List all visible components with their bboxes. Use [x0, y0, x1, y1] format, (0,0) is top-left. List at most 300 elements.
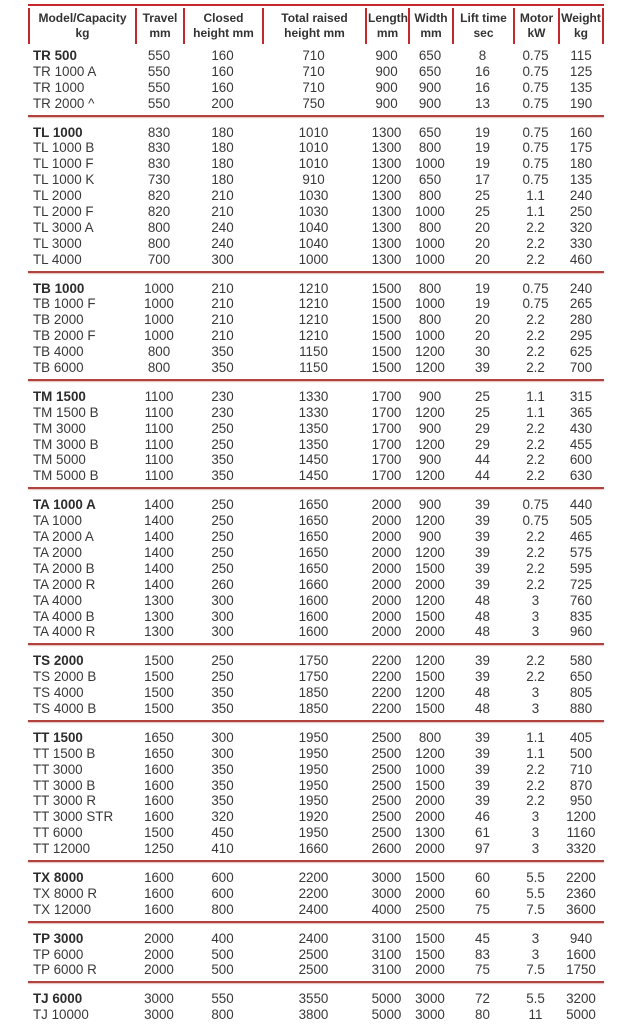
value-closed-height: 350: [211, 360, 234, 376]
table-row: [28, 685, 604, 701]
value-length: 2000: [371, 608, 402, 624]
value-weight: 595: [569, 560, 593, 576]
table-row: [28, 220, 604, 236]
model-name: TP 3000: [33, 930, 84, 946]
table-row: [28, 421, 604, 437]
value-length: 1500: [371, 360, 402, 376]
model-name: TJ 6000: [33, 991, 83, 1007]
value-total-raised-height: 1030: [298, 204, 329, 220]
value-lift-time: 25: [475, 204, 490, 220]
value-weight: 460: [569, 251, 593, 267]
column-header-lift-time: [452, 8, 513, 44]
value-lift-time: 48: [475, 624, 490, 640]
value-length: 1500: [371, 280, 402, 296]
table-row: [28, 452, 604, 468]
value-motor: 1.1: [526, 404, 545, 420]
value-weight: 760: [569, 592, 593, 608]
group-separator-rule: [28, 379, 604, 381]
value-travel: 830: [147, 140, 171, 156]
value-lift-time: 46: [475, 809, 490, 825]
value-weight: 315: [569, 388, 593, 404]
table-row: [28, 48, 604, 64]
column-header-line1: Length: [368, 11, 408, 25]
model-name: TB 2000 F: [33, 328, 96, 344]
group-separator-rule: [28, 860, 604, 862]
value-total-raised-height: 1650: [298, 513, 329, 529]
value-width: 650: [418, 48, 442, 63]
value-closed-height: 160: [211, 63, 234, 79]
value-motor: 1.1: [526, 204, 545, 220]
value-closed-height: 300: [211, 745, 234, 761]
value-total-raised-height: 1040: [298, 219, 329, 235]
value-motor: 3: [531, 700, 540, 716]
value-weight: 240: [569, 280, 593, 296]
group-separator-rule: [28, 981, 604, 983]
value-lift-time: 39: [475, 777, 490, 793]
value-closed-height: 210: [211, 296, 234, 312]
value-motor: 3: [531, 825, 540, 841]
model-name: TS 2000 B: [33, 669, 97, 685]
value-closed-height: 800: [211, 901, 234, 917]
value-length: 2500: [371, 809, 402, 825]
value-travel: 1400: [144, 560, 174, 576]
value-closed-height: 250: [211, 513, 234, 529]
model-name: TA 2000: [33, 544, 82, 560]
value-total-raised-height: 1150: [299, 360, 328, 376]
value-width: 1500: [415, 608, 445, 624]
value-weight: 125: [569, 63, 593, 79]
value-travel: 1400: [144, 529, 174, 545]
model-name: TL 2000: [33, 188, 82, 204]
value-lift-time: 45: [475, 930, 490, 946]
value-weight: 505: [569, 513, 593, 529]
value-weight: 295: [569, 328, 593, 344]
value-length: 1300: [371, 124, 402, 140]
value-total-raised-height: 1920: [298, 809, 329, 825]
value-lift-time: 20: [475, 235, 490, 251]
value-travel: 1400: [144, 497, 174, 513]
model-name: TA 4000 R: [33, 624, 96, 640]
model-group-tx: [28, 870, 604, 918]
value-motor: 2.2: [526, 420, 545, 436]
table-row: [28, 312, 604, 328]
value-motor: 0.75: [522, 124, 549, 140]
value-weight: 580: [569, 653, 593, 669]
value-lift-time: 39: [475, 793, 490, 809]
value-travel: 1100: [144, 404, 174, 420]
value-travel: 800: [147, 219, 171, 235]
value-motor: 2.2: [526, 560, 545, 576]
value-length: 2000: [371, 592, 402, 608]
model-name: TT 12000: [33, 841, 91, 857]
value-weight: 1750: [566, 962, 596, 978]
value-lift-time: 97: [475, 841, 490, 857]
value-closed-height: 350: [211, 793, 234, 809]
value-travel: 830: [147, 124, 171, 140]
column-header-line1: Lift time: [460, 11, 507, 25]
value-lift-time: 19: [475, 140, 490, 156]
model-name: TA 1000 A: [33, 497, 96, 513]
value-closed-height: 250: [211, 436, 234, 452]
value-total-raised-height: 710: [302, 48, 325, 63]
value-weight: 960: [569, 624, 593, 640]
value-length: 1700: [371, 420, 402, 436]
value-weight: 625: [569, 344, 593, 360]
value-width: 1200: [415, 745, 445, 761]
value-total-raised-height: 1010: [298, 156, 329, 172]
table-row: [28, 236, 604, 252]
value-length: 2000: [371, 513, 402, 529]
value-motor: 1.1: [526, 388, 545, 404]
model-name: TM 5000: [33, 452, 86, 468]
model-name: TR 2000 ^: [33, 95, 95, 111]
value-width: 1500: [415, 560, 445, 576]
model-name: TA 4000: [33, 592, 82, 608]
model-name: TA 2000 B: [33, 560, 95, 576]
value-width: 1000: [415, 235, 445, 251]
value-lift-time: 19: [475, 296, 490, 312]
value-total-raised-height: 1210: [298, 280, 329, 296]
value-length: 3000: [371, 869, 402, 885]
value-weight: 240: [569, 188, 593, 204]
value-length: 1700: [371, 452, 402, 468]
value-closed-height: 400: [211, 930, 234, 946]
table-row: [28, 204, 604, 220]
value-width: 900: [418, 497, 442, 513]
value-travel: 1100: [144, 452, 174, 468]
table-row: [28, 437, 604, 453]
table-row: [28, 497, 604, 513]
value-motor: 5.5: [526, 869, 545, 885]
value-width: 1500: [415, 777, 445, 793]
model-name: TS 4000: [33, 685, 84, 701]
value-weight: 835: [569, 608, 593, 624]
value-weight: 940: [569, 930, 593, 946]
value-travel: 1400: [144, 544, 174, 560]
value-total-raised-height: 1650: [298, 544, 329, 560]
table-row: [28, 701, 604, 717]
value-lift-time: 25: [475, 188, 490, 204]
value-width: 1200: [415, 513, 445, 529]
value-motor: 5.5: [526, 991, 545, 1007]
value-motor: 3: [531, 592, 540, 608]
value-lift-time: 39: [475, 360, 490, 376]
value-length: 5000: [371, 1007, 402, 1023]
table-row: [28, 344, 604, 360]
value-width: 1300: [415, 825, 445, 841]
table-row: [28, 140, 604, 156]
value-closed-height: 300: [211, 592, 234, 608]
value-width: 900: [418, 529, 442, 545]
value-length: 1300: [371, 140, 402, 156]
model-name: TT 6000: [33, 825, 83, 841]
value-width: 2000: [415, 624, 445, 640]
value-motor: 0.75: [522, 79, 549, 95]
value-lift-time: 60: [475, 885, 490, 901]
value-closed-height: 300: [211, 624, 234, 640]
value-travel: 1600: [144, 901, 174, 917]
model-name: TA 1000: [33, 513, 82, 529]
value-length: 3100: [371, 946, 402, 962]
value-total-raised-height: 1660: [298, 841, 329, 857]
value-motor: 2.2: [526, 436, 545, 452]
value-travel: 2000: [144, 946, 174, 962]
value-width: 1200: [415, 653, 445, 669]
value-length: 1700: [371, 436, 402, 452]
value-lift-time: 8: [478, 48, 487, 63]
model-name: TB 2000: [33, 312, 84, 328]
value-motor: 2.2: [526, 312, 545, 328]
group-separator-rule: [28, 921, 604, 923]
value-lift-time: 48: [475, 592, 490, 608]
value-length: 2500: [371, 745, 402, 761]
value-motor: 2.2: [526, 344, 545, 360]
value-travel: 830: [147, 156, 171, 172]
value-travel: 2000: [144, 962, 174, 978]
column-header-weight: [558, 8, 604, 44]
value-closed-height: 160: [211, 48, 234, 63]
value-total-raised-height: 3800: [298, 1007, 329, 1023]
value-width: 1200: [415, 592, 445, 608]
value-width: 800: [418, 140, 442, 156]
value-closed-height: 250: [211, 560, 234, 576]
table-row: [28, 281, 604, 297]
value-width: 1200: [415, 360, 445, 376]
model-name: TL 1000 F: [33, 156, 94, 172]
value-length: 1300: [371, 156, 402, 172]
value-width: 1000: [415, 761, 445, 777]
value-width: 1500: [415, 869, 445, 885]
value-length: 2200: [371, 653, 402, 669]
value-closed-height: 550: [211, 991, 234, 1007]
value-total-raised-height: 1350: [298, 436, 329, 452]
value-lift-time: 75: [475, 901, 490, 917]
value-total-raised-height: 2400: [298, 901, 329, 917]
value-weight: 115: [570, 48, 592, 63]
value-weight: 455: [569, 436, 593, 452]
model-name: TM 5000 B: [33, 468, 99, 484]
value-motor: 0.75: [522, 156, 549, 172]
value-closed-height: 160: [211, 79, 234, 95]
value-motor: 7.5: [526, 901, 545, 917]
value-lift-time: 39: [475, 560, 490, 576]
value-weight: 180: [569, 156, 593, 172]
value-total-raised-height: 1210: [298, 296, 329, 312]
table-row: [28, 730, 604, 746]
value-lift-time: 44: [475, 452, 490, 468]
value-closed-height: 350: [211, 777, 234, 793]
value-weight: 710: [569, 761, 593, 777]
table-row: [28, 624, 604, 640]
value-total-raised-height: 910: [302, 172, 325, 188]
value-weight: 250: [569, 204, 593, 220]
value-lift-time: 48: [475, 685, 490, 701]
value-width: 900: [418, 95, 442, 111]
model-name: TM 3000 B: [33, 436, 99, 452]
value-travel: 1500: [144, 700, 174, 716]
value-length: 900: [375, 95, 398, 111]
value-total-raised-height: 1450: [298, 468, 329, 484]
model-name: TR 500: [33, 48, 77, 63]
value-closed-height: 450: [211, 825, 234, 841]
value-motor: 5.5: [526, 885, 545, 901]
value-closed-height: 350: [211, 452, 234, 468]
value-motor: 3: [531, 608, 540, 624]
value-closed-height: 250: [211, 544, 234, 560]
value-lift-time: 30: [475, 344, 490, 360]
value-lift-time: 75: [475, 962, 490, 978]
table-row: [28, 762, 604, 778]
table-row: [28, 513, 604, 529]
value-lift-time: 72: [475, 991, 490, 1007]
group-separator-rule: [28, 720, 604, 722]
model-name: TX 8000: [33, 869, 84, 885]
value-total-raised-height: 3550: [298, 991, 329, 1007]
table-row: [28, 793, 604, 809]
table-row: [28, 360, 604, 376]
value-travel: 1000: [144, 328, 174, 344]
value-total-raised-height: 1010: [298, 124, 329, 140]
table-row: [28, 96, 604, 112]
value-weight: 190: [569, 95, 593, 111]
column-header-line1: Width: [414, 11, 448, 25]
model-name: TP 6000 R: [33, 962, 97, 978]
table-row: [28, 156, 604, 172]
value-closed-height: 210: [211, 328, 234, 344]
value-weight: 880: [569, 700, 593, 716]
value-width: 3000: [415, 1007, 445, 1023]
value-closed-height: 300: [211, 729, 234, 745]
group-separator-rule: [28, 643, 604, 645]
value-lift-time: 60: [475, 869, 490, 885]
value-travel: 1250: [144, 841, 174, 857]
column-header-total-raised-height: [262, 8, 365, 44]
value-lift-time: 17: [475, 172, 490, 188]
value-length: 1700: [371, 388, 402, 404]
table-row: [28, 962, 604, 978]
value-lift-time: 16: [475, 63, 490, 79]
value-width: 1200: [415, 436, 445, 452]
value-motor: 2.2: [526, 777, 545, 793]
value-travel: 1100: [144, 436, 174, 452]
value-total-raised-height: 1950: [298, 761, 329, 777]
value-closed-height: 180: [211, 156, 234, 172]
value-weight: 950: [569, 793, 593, 809]
value-motor: 2.2: [526, 468, 545, 484]
value-closed-height: 800: [211, 1007, 234, 1023]
value-closed-height: 180: [211, 172, 234, 188]
value-weight: 1600: [566, 946, 596, 962]
value-motor: 0.75: [522, 280, 549, 296]
value-lift-time: 39: [475, 544, 490, 560]
value-travel: 1300: [144, 608, 174, 624]
value-lift-time: 39: [475, 653, 490, 669]
value-motor: 3: [531, 809, 540, 825]
value-total-raised-height: 1330: [298, 404, 329, 420]
group-separator-rule: [28, 115, 604, 117]
value-lift-time: 48: [475, 700, 490, 716]
value-width: 1200: [415, 404, 445, 420]
value-length: 2000: [371, 624, 402, 640]
value-total-raised-height: 710: [302, 63, 325, 79]
table-row: [28, 778, 604, 794]
value-total-raised-height: 1150: [299, 344, 328, 360]
model-name: TT 3000 B: [33, 777, 96, 793]
value-weight: 1160: [566, 825, 596, 841]
value-total-raised-height: 2400: [298, 930, 329, 946]
value-length: 2500: [371, 729, 402, 745]
value-closed-height: 320: [211, 809, 234, 825]
table-row: [28, 609, 604, 625]
value-width: 1200: [415, 685, 445, 701]
value-motor: 1.1: [526, 729, 545, 745]
value-motor: 0.75: [522, 513, 549, 529]
value-closed-height: 250: [211, 420, 234, 436]
value-length: 2200: [371, 669, 402, 685]
value-weight: 440: [569, 497, 593, 513]
value-weight: 3200: [566, 991, 596, 1007]
value-total-raised-height: 2200: [298, 869, 329, 885]
column-header-line2: kg: [573, 26, 588, 40]
value-weight: 330: [569, 235, 593, 251]
value-travel: 1000: [144, 296, 174, 312]
value-total-raised-height: 1950: [298, 745, 329, 761]
value-total-raised-height: 2200: [298, 885, 329, 901]
value-closed-height: 300: [211, 608, 234, 624]
value-total-raised-height: 1950: [298, 793, 329, 809]
column-header-line2: mm: [420, 26, 442, 40]
value-motor: 7.5: [526, 962, 545, 978]
value-travel: 3000: [144, 1007, 174, 1023]
model-name: TA 2000 R: [33, 576, 96, 592]
model-name: TL 4000: [33, 251, 82, 267]
value-travel: 550: [147, 63, 171, 79]
value-lift-time: 20: [475, 328, 490, 344]
model-name: TR 1000 A: [33, 63, 97, 79]
value-travel: 1500: [144, 669, 174, 685]
value-travel: 1400: [144, 513, 174, 529]
value-length: 2500: [371, 777, 402, 793]
value-travel: 1100: [144, 420, 174, 436]
value-total-raised-height: 1010: [298, 140, 329, 156]
table-row: [28, 593, 604, 609]
value-closed-height: 210: [211, 188, 234, 204]
table-row: [28, 1007, 604, 1023]
model-name: TS 2000: [33, 653, 84, 669]
model-group-ts: [28, 653, 604, 717]
value-length: 2000: [371, 497, 402, 513]
value-motor: 2.2: [526, 235, 545, 251]
value-motor: 0.75: [522, 172, 549, 188]
column-header-line1: Total raised: [281, 11, 348, 25]
value-motor: 0.75: [522, 63, 549, 79]
value-length: 900: [375, 79, 398, 95]
value-closed-height: 230: [211, 388, 234, 404]
value-motor: 0.75: [522, 95, 549, 111]
value-length: 1300: [371, 235, 402, 251]
value-lift-time: 39: [475, 576, 490, 592]
value-width: 1200: [415, 344, 445, 360]
value-closed-height: 250: [211, 497, 234, 513]
value-width: 800: [418, 219, 442, 235]
value-width: 900: [418, 420, 442, 436]
value-travel: 1600: [144, 777, 174, 793]
column-header-line1: Model/Capacity: [38, 11, 127, 25]
value-weight: 3600: [566, 901, 596, 917]
value-length: 2600: [371, 841, 402, 857]
model-name: TT 1500: [33, 729, 83, 745]
value-width: 1200: [415, 468, 445, 484]
